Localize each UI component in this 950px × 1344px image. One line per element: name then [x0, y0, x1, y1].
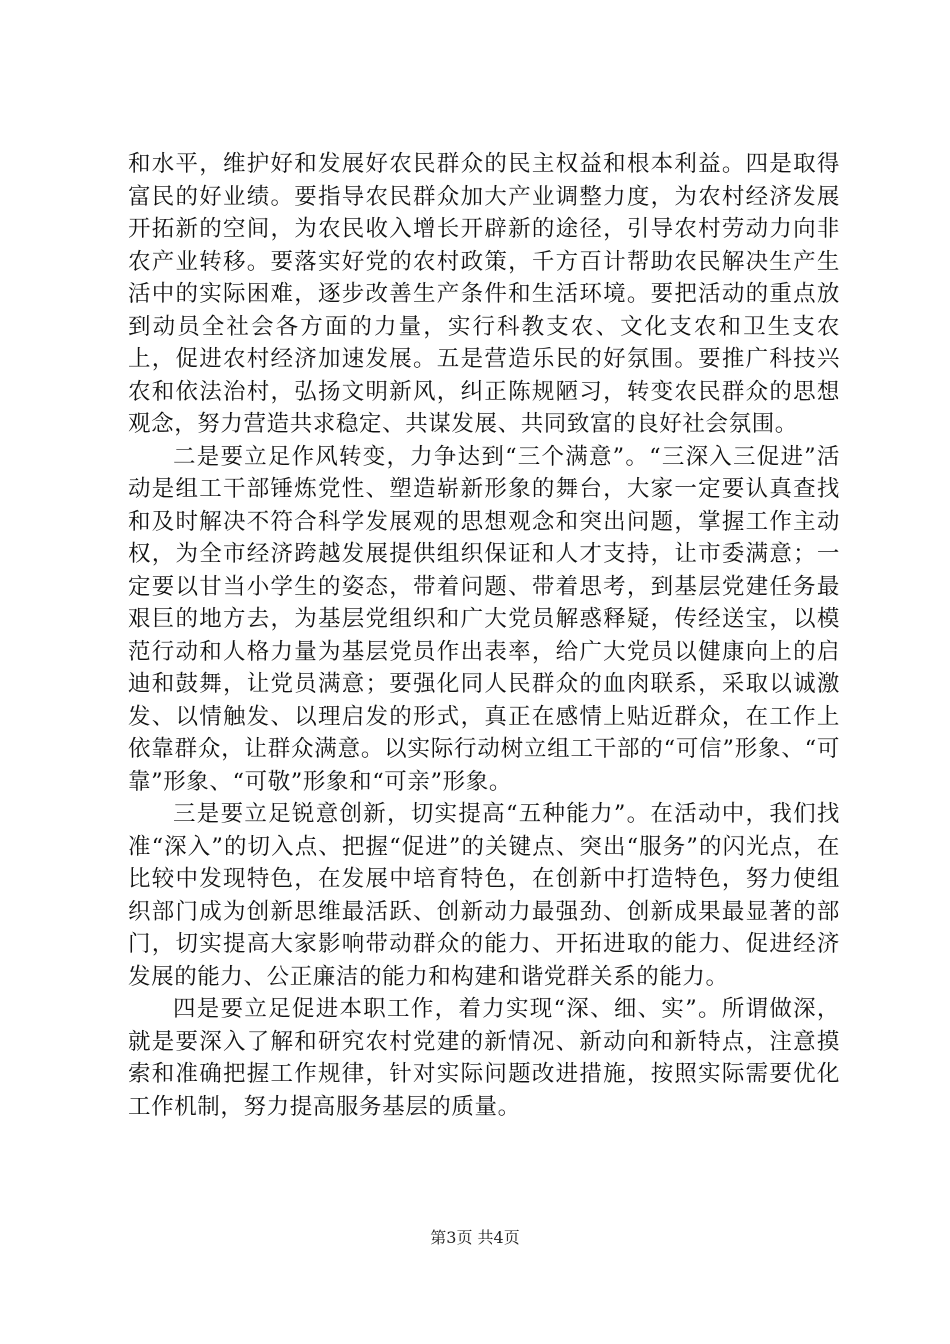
document-body	[128, 148, 840, 1123]
paragraph-1: 和水平，维护好和发展好农民群众的民主权益和根本利益。四是取得富民的好业绩。要指导农民群众加大产业调整力度，为农村经济发展开拓新的空间，为农民收入增长开辟新的途径，引导农村劳动力向非农产业转移。要落实好党的农村政策，千方百计帮助农民解决生产生活中的实际困难，逐步改善生产条件和生活环境。要把活动的重点放到动员全社会各方面的力量，实行科教支农、文化支农和卫生支农上，促进农村经济加速发展。五是营造乐民的好氛围。要推广科技兴农和依法治村，弘扬文明新风，纠正陈规陋习，转变农民群众的思想观念，努力营造共求稳定、共谋发展、共同致富的良好社会氛围。	[128, 151, 840, 437]
paragraph-3: 三是要立足锐意创新，切实提高“五种能力”。在活动中，我们找准“深入”的切入点、把握“促进”的关键点、突出“服务”的闪光点，在比较中发现特色，在发展中培育特色，在创新中打造特色，努力使组织部门成为创新思维最活跃、创新动力最强劲、创新成果最显著的部门，切实提高大家影响带动群众的能力、开拓进取的能力、促进经济发展的能力、公正廉洁的能力和构建和谐党群关系的能力。	[128, 801, 840, 990]
paragraph-2: 二是要立足作风转变，力争达到“三个满意”。“三深入三促进”活动是组工干部锤炼党性、塑造崭新形象的舞台，大家一定要认真查找和及时解决不符合科学发展观的思想观念和突出问题，掌握工作主动权，为全市经济跨越发展提供组织保证和人才支持，让市委满意；一定要以甘当小学生的姿态，带着问题、带着思考，到基层党建任务最艰巨的地方去，为基层党组织和广大党员解惑释疑，传经送宝，以模范行动和人格力量为基层党员作出表率，给广大党员以健康向上的启迪和鼓舞，让党员满意；要强化同人民群众的血肉联系，采取以诚激发、以情触发、以理启发的形式，真正在感情上贴近群众，在工作上依靠群众，让群众满意。以实际行动树立组工干部的“可信”形象、“可靠”形象、“可敬”形象和“可亲”形象。	[128, 443, 840, 795]
paragraph-4: 四是要立足促进本职工作，着力实现“深、细、实”。所谓做深，就是要深入了解和研究农村党建的新情况、新动向和新特点，注意摸索和准确把握工作规律，针对实际问题改进措施，按照实际需要优化工作机制，努力提高服务基层的质量。	[128, 996, 840, 1120]
page-number: 第3页 共4页	[430, 1228, 520, 1247]
page-footer	[0, 1228, 950, 1248]
